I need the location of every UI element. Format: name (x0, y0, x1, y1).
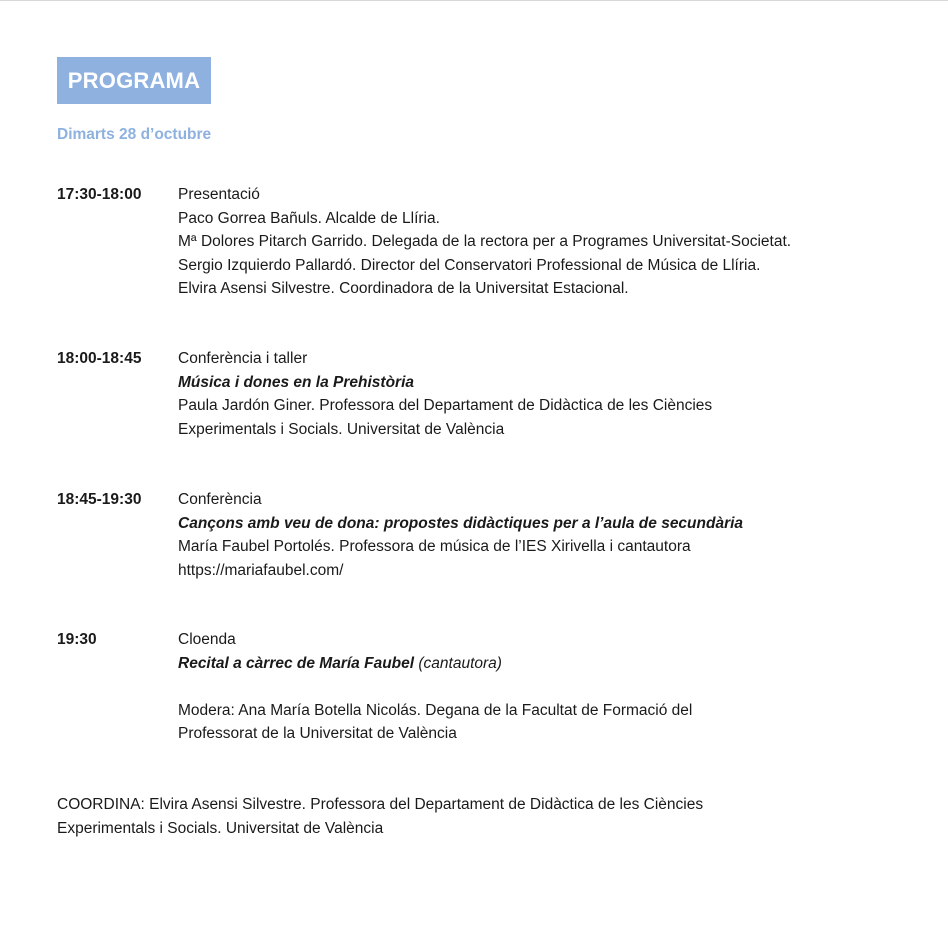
recital-title: Recital a càrrec de María Faubel (178, 654, 415, 672)
speaker-line: Mª Dolores Pitarch Garrido. Delegada de la rectora per a Programes Universitat-Societat. (178, 233, 792, 250)
session-time: 18:45-19:30 (57, 491, 142, 508)
session-body (178, 347, 918, 441)
spacer (178, 675, 918, 699)
session-title: Presentació (178, 186, 260, 203)
speaker-line: Elvira Asensi Silvestre. Coordinadora de la Universitat Estacional. (178, 280, 629, 297)
session-body (178, 183, 918, 301)
speaker-line: Paula Jardón Giner. Professora del Departament de Didàctica de les Ciències (178, 397, 713, 414)
session-subtitle: Música i dones en la Prehistòria (178, 373, 415, 391)
speaker-line: Experimentals i Socials. Universitat de València (178, 420, 505, 438)
session-time: 19:30 (57, 631, 97, 648)
speaker-line: Sergio Izquierdo Pallardó. Director del Conservatori Professional de Música de Llíria. (178, 256, 761, 274)
session-title: Conferència (178, 491, 262, 508)
session-body (178, 628, 918, 746)
speaker-line: María Faubel Portolés. Professora de música de l’IES Xirivella i cantautora (178, 538, 691, 555)
moderator-line: Modera: Ana María Botella Nicolás. Degana de la Facultat de Formació del (178, 701, 693, 719)
session-title: Conferència i taller (178, 350, 308, 367)
session-subtitle: Cançons amb veu de dona: propostes didàctiques per a l’aula de secundària (178, 514, 744, 532)
moderator-line: Professorat de la Universitat de València (178, 725, 457, 742)
event-date: Dimarts 28 d’octubre (57, 126, 212, 143)
session-time: 18:00-18:45 (57, 350, 142, 367)
session-time: 17:30-18:00 (57, 186, 142, 203)
session-subtitle (178, 652, 918, 676)
program-heading: PROGRAMA (57, 57, 211, 104)
recital-note: (cantautora) (414, 654, 502, 672)
coordination-note (57, 793, 897, 840)
coordination-line: COORDINA: Elvira Asensi Silvestre. Professora del Departament de Didàctica de les Ciències (57, 796, 704, 813)
session-title: Cloenda (178, 631, 236, 648)
coordination-line: Experimentals i Socials. Universitat de València (57, 819, 384, 837)
session-body (178, 488, 918, 582)
top-divider (0, 0, 948, 1)
speaker-line: Paco Gorrea Bañuls. Alcalde de Llíria. (178, 209, 440, 227)
website-link[interactable]: https://mariafaubel.com/ (178, 561, 344, 579)
